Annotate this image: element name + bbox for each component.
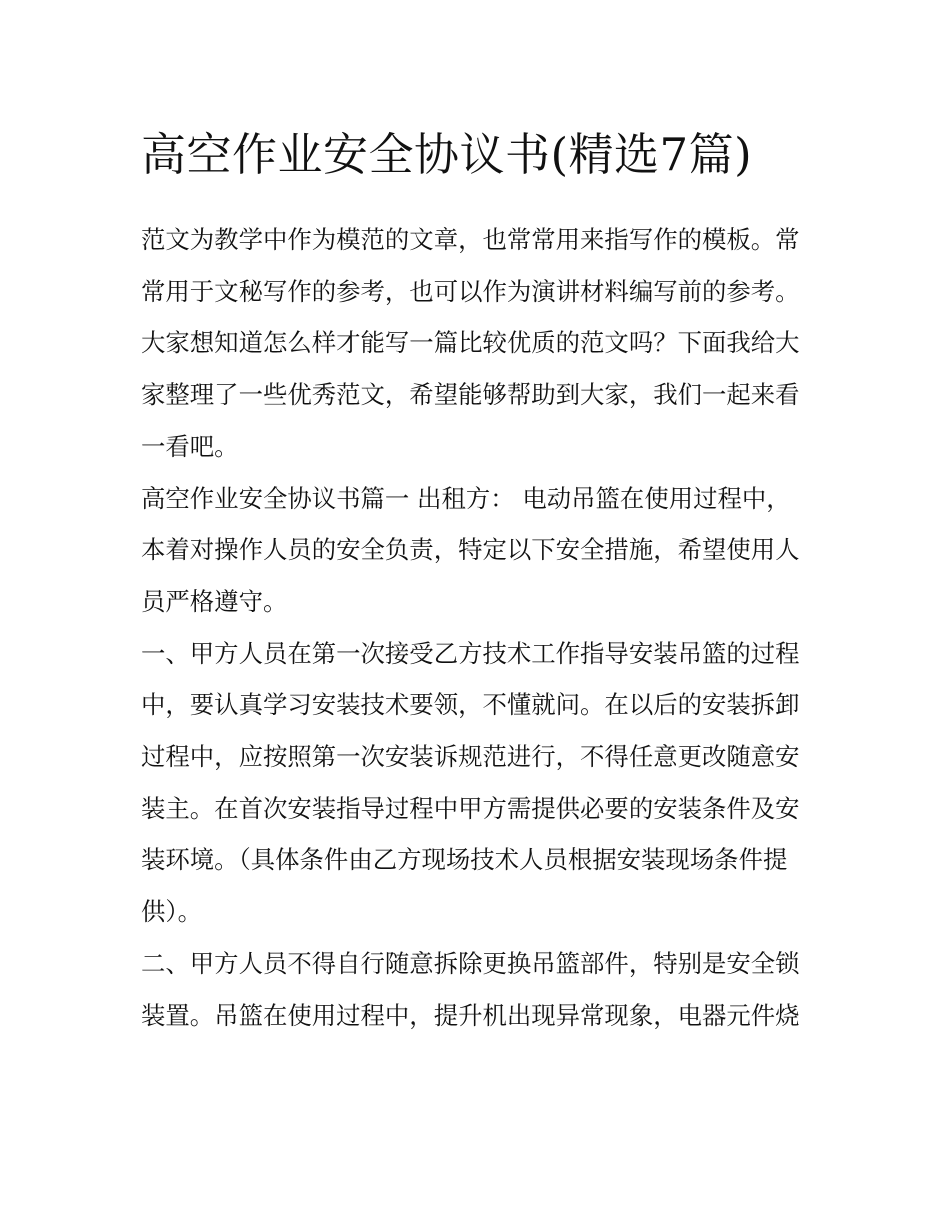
clause-two-paragraph: 二、甲方人员不得自行随意拆除更换吊篮部件，特别是安全锁装置。吊篮在使用过程中，提升机出现异常现象，电器元件烧: [141, 948, 800, 1030]
document-title: 高空作业安全协议书(精选7篇): [141, 128, 753, 181]
intro-paragraph: 范文为教学中作为模范的文章，也常常用来指写作的模板。常常用于文秘写作的参考，也可以作为演讲材料编写前的参考。大家想知道怎么样才能写一篇比较优质的范文吗？下面我给大家整理了一些优秀范文，希望能够帮助到大家，我们一起来看一看吧。: [141, 225, 800, 461]
document-body: [141, 214, 813, 1041]
document-page: [141, 118, 813, 1041]
clause-one-paragraph: 一、甲方人员在第一次接受乙方技术工作指导安装吊篮的过程中，要认真学习安装技术要领，不懂就问。在以后的安装拆卸过程中，应按照第一次安装诉规范进行，不得任意更改随意安装主。在首次安装指导过程中甲方需提供必要的安装条件及安装环境。（具体条件由乙方现场技术人员根据安装现场条件提供）。: [141, 638, 800, 927]
section-one-intro-paragraph: 高空作业安全协议书篇一 出租方： 电动吊篮在使用过程中，本着对操作人员的安全负责，特定以下安全措施，希望使用人员严格遵守。: [141, 483, 800, 616]
